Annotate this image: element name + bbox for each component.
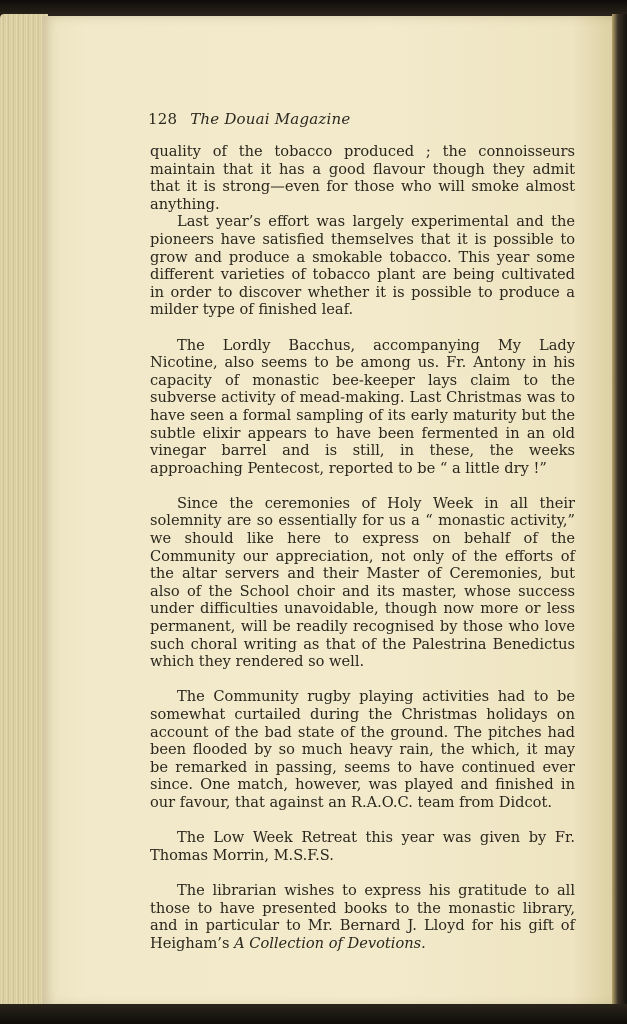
paragraph-7-text: The librarian wishes to express his gratitude to all those to have presented books to the monastic library, and in particular to Mr. Bernard J. Lloyd for his gift of Heigham’s bbox=[150, 881, 575, 952]
paragraph-1: quality of the tobacco produced ; the connoisseurs maintain that it has a good flavour though they admit that it is strong—even for those who will smoke almost anything. bbox=[150, 143, 575, 213]
paragraph-2: Last year’s effort was largely experimental and the pioneers have satisfied themselves that it is possible to grow and produce a smokable tobacco. This year some different varieties of tobacco plant are being cultivated in order to discover whether it is possible to produce a milder type of finished leaf. bbox=[150, 213, 575, 319]
paragraph-4: Since the ceremonies of Holy Week in all their solemnity are so essentially for us a “ monastic activity,” we should like here to express on behalf of the Community our appreciation, not only of the efforts of the altar servers and their Master of Ceremonies, but also of the School choir and its master, whose success under difficulties unavoidable, though now more or less permanent, will be readily recognised by those who love such choral writing as that of the Palestrina Benedictus which they rendered so well. bbox=[150, 494, 575, 671]
paragraph-6: The Low Week Retreat this year was given by Fr. Thomas Morrin, M.S.F.S. bbox=[150, 829, 575, 864]
magazine-title: The Douai Magazine bbox=[190, 110, 351, 128]
paragraph-3: The Lordly Bacchus, accompanying My Lady Nicotine, also seems to be among us. Fr. Antony in his capacity of monastic bee-keeper lays claim to the subverse activity of mead-making. Last Christmas was to have seen a formal sampling of its early maturity but the subtle elixir appears to have been fermented in an old vinegar barrel and is still, in these, the weeks approaching Pentecost, reported to be “ a little dry !” bbox=[150, 336, 575, 477]
book-spine-shadow bbox=[612, 14, 627, 1008]
paragraph-5: The Community rugby playing activities had to be somewhat curtailed during the Christmas holidays on account of the bad state of the ground. The pitches had been flooded by so much heavy rain, the which, it may be remarked in passing, seems to have continued ever since. One match, however, was played and finished in our favour, that against an R.A.O.C. team from Didcot. bbox=[150, 688, 575, 811]
book-page-edges bbox=[0, 14, 48, 1008]
paragraph-7 bbox=[150, 882, 575, 952]
body-text bbox=[150, 143, 575, 952]
scan-border-bottom bbox=[0, 1004, 627, 1024]
book-title: A Collection of Devotions. bbox=[234, 934, 426, 952]
page-number: 128 bbox=[148, 110, 178, 128]
scan-border-top bbox=[0, 0, 627, 16]
running-header bbox=[148, 110, 350, 128]
